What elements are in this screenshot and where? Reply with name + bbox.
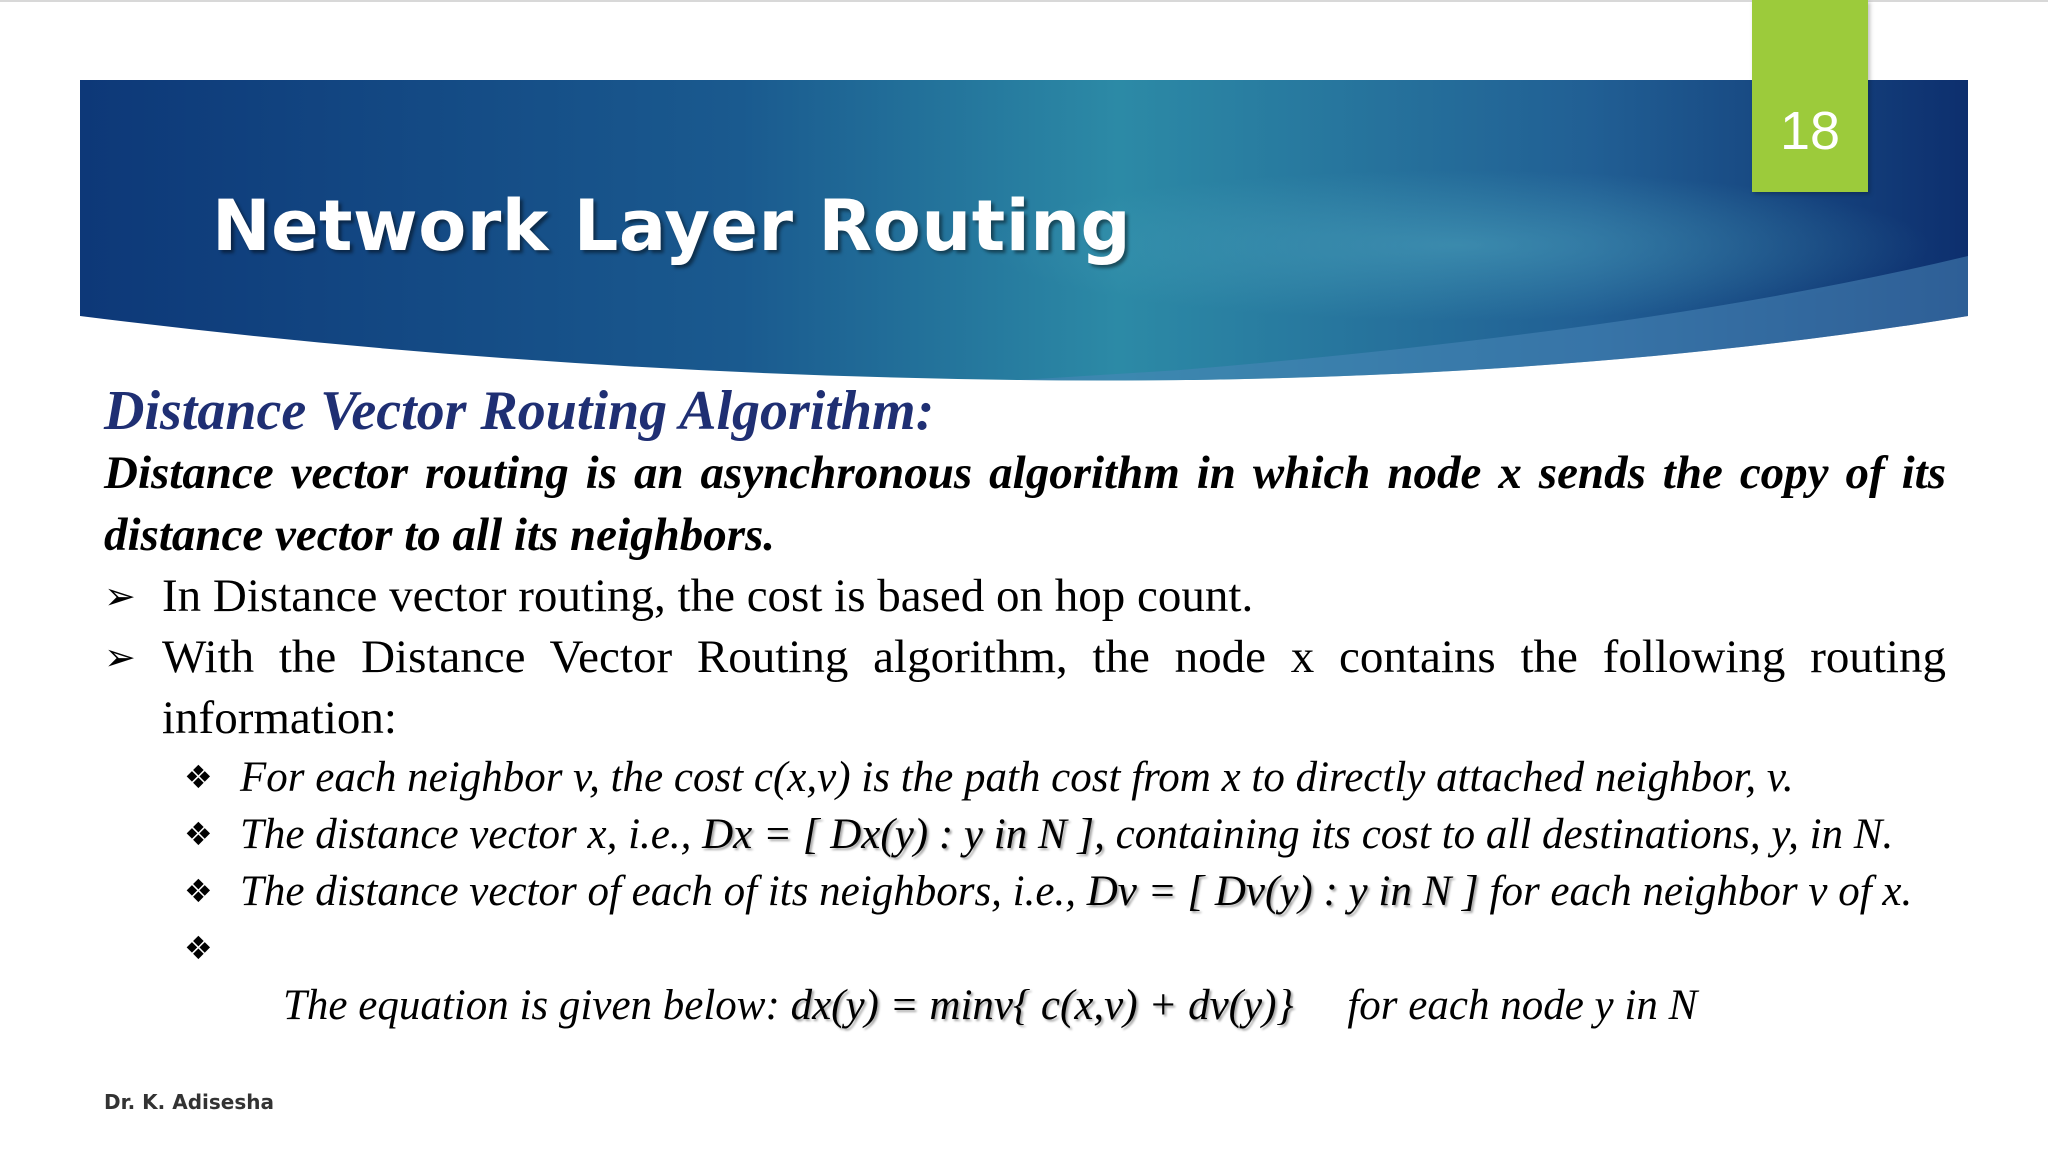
slide-content bbox=[104, 380, 1946, 1091]
arrow-bullet-icon: ➢ bbox=[104, 574, 136, 618]
sub-bullet-text: For each neighbor v, the cost c(x,v) is the path cost from x to directly attached neighbor, v. bbox=[240, 754, 1794, 801]
sub-bullet-suffix: for each neighbor v of x. bbox=[1478, 868, 1913, 915]
bullet-item bbox=[104, 566, 1946, 627]
sub-bullet-item bbox=[184, 863, 1946, 920]
bullet-text: With the Distance Vector Routing algorithm, the node x contains the following routing information: bbox=[162, 631, 1946, 744]
sub-bullet-suffix: containing its cost to all destinations, y, in N. bbox=[1104, 811, 1894, 858]
sub-bullet-prefix: The equation is given below: bbox=[283, 982, 791, 1029]
author-footer: Dr. K. Adisesha bbox=[104, 1090, 274, 1114]
page-number: 18 bbox=[1779, 101, 1841, 161]
formula-dx: Dx = [ Dx(y) : y in N ], bbox=[702, 811, 1105, 858]
sub-bullet-item bbox=[184, 920, 1946, 1091]
diamond-bullet-icon: ❖ bbox=[184, 815, 213, 853]
arrow-bullet-icon: ➢ bbox=[104, 635, 136, 679]
section-heading: Distance Vector Routing Algorithm: bbox=[104, 380, 935, 442]
sub-bullet-item bbox=[184, 749, 1946, 806]
sub-bullet-item bbox=[184, 806, 1946, 863]
bullet-text: In Distance vector routing, the cost is based on hop count. bbox=[162, 570, 1254, 622]
sub-bullet-suffix: for each node y in N bbox=[1293, 982, 1698, 1029]
intro-paragraph: Distance vector routing is an asynchronous algorithm in which node x sends the copy of its distance vector to all its neighbors. bbox=[104, 447, 1946, 561]
diamond-bullet-icon: ❖ bbox=[184, 929, 213, 967]
sub-bullet-prefix: The distance vector of each of its neighbors, i.e., bbox=[240, 868, 1087, 915]
sub-bullet-prefix: The distance vector x, i.e., bbox=[240, 811, 703, 858]
formula-equation: dx(y) = minv{ c(x,v) + dv(y)} bbox=[790, 982, 1294, 1029]
formula-dv: Dv = [ Dv(y) : y in N ] bbox=[1086, 868, 1479, 915]
bullet-item bbox=[104, 627, 1946, 749]
diamond-bullet-icon: ❖ bbox=[184, 872, 213, 910]
slide-title: Network Layer Routing bbox=[212, 185, 1132, 267]
diamond-bullet-icon: ❖ bbox=[184, 758, 213, 796]
page-number-box bbox=[1752, 0, 1868, 192]
